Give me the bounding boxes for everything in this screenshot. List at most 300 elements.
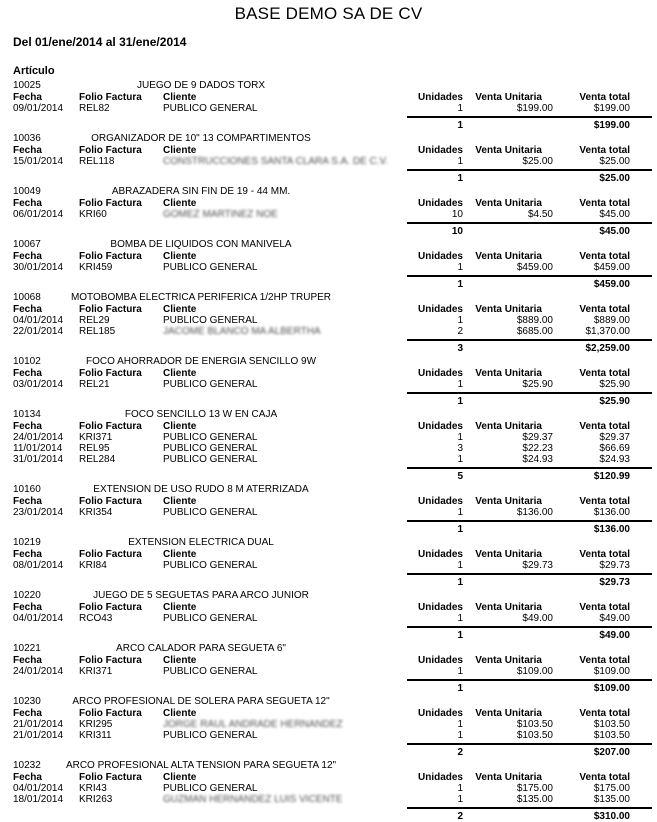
sale-row xyxy=(0,156,657,167)
sale-row xyxy=(0,507,657,518)
fecha-column-header: Fecha xyxy=(13,145,42,156)
article-total-row xyxy=(0,222,657,236)
cliente-column-header: Cliente xyxy=(163,549,197,560)
venta-unitaria-column-header: Venta Unitaria xyxy=(475,304,542,315)
venta-total-column-header: Venta total xyxy=(579,708,630,719)
sale-folio: KRI263 xyxy=(79,794,113,805)
article-description: ARCO PROFESIONAL DE SOLERA PARA SEGUETA 12" xyxy=(72,696,330,707)
unidades-column-header: Unidades xyxy=(417,368,463,379)
article-total-row xyxy=(0,807,657,821)
article-title-row xyxy=(0,537,657,549)
sale-venta-unitaria: $136.00 xyxy=(516,507,553,518)
article-total-row xyxy=(0,275,657,289)
sale-unidades: 1 xyxy=(457,666,463,677)
total-spacer xyxy=(463,226,553,237)
article-title-row xyxy=(0,356,657,368)
total-venta: $25.00 xyxy=(599,173,630,184)
article-block xyxy=(0,239,657,289)
sale-fecha: 09/01/2014 xyxy=(13,103,64,114)
article-title-row xyxy=(0,80,657,92)
total-unidades: 1 xyxy=(457,396,463,407)
sale-venta-total: $135.00 xyxy=(593,794,630,805)
article-total-row xyxy=(0,116,657,130)
venta-total-column-header: Venta total xyxy=(579,368,630,379)
sale-row xyxy=(0,666,657,677)
total-spacer xyxy=(463,524,553,535)
sale-row xyxy=(0,613,657,624)
total-unidades: 1 xyxy=(457,173,463,184)
fecha-column-header: Fecha xyxy=(13,421,42,432)
fecha-column-header: Fecha xyxy=(13,708,42,719)
sale-venta-total: $199.00 xyxy=(593,103,630,114)
venta-unitaria-column-header: Venta Unitaria xyxy=(475,251,542,262)
unidades-column-header: Unidades xyxy=(417,251,463,262)
venta-unitaria-column-header: Venta Unitaria xyxy=(475,772,542,783)
total-venta: $29.73 xyxy=(599,577,630,588)
sale-unidades: 1 xyxy=(457,103,463,114)
total-spacer xyxy=(463,577,553,588)
sale-cliente: PUBLICO GENERAL xyxy=(163,730,258,741)
total-spacer xyxy=(463,630,553,641)
total-spacer xyxy=(463,683,553,694)
sale-unidades: 1 xyxy=(457,794,463,805)
total-spacer xyxy=(463,343,553,354)
cliente-column-header: Cliente xyxy=(163,655,197,666)
sale-venta-total: $25.00 xyxy=(599,156,630,167)
sale-row xyxy=(0,315,657,326)
sale-venta-unitaria: $103.50 xyxy=(516,719,553,730)
sale-unidades: 1 xyxy=(457,719,463,730)
venta-total-column-header: Venta total xyxy=(579,92,630,103)
cliente-column-header: Cliente xyxy=(163,708,197,719)
total-spacer xyxy=(463,396,553,407)
unidades-column-header: Unidades xyxy=(417,198,463,209)
fecha-column-header: Fecha xyxy=(13,198,42,209)
folio-column-header: Folio Factura xyxy=(79,772,142,783)
sale-fecha: 30/01/2014 xyxy=(13,262,64,273)
folio-column-header: Folio Factura xyxy=(79,251,142,262)
folio-column-header: Folio Factura xyxy=(79,368,142,379)
sale-folio: KRI459 xyxy=(79,262,113,273)
sale-fecha: 22/01/2014 xyxy=(13,326,64,337)
sale-cliente: PUBLICO GENERAL xyxy=(163,560,258,571)
article-description: ARCO PROFESIONAL ALTA TENSION PARA SEGUETA 12" xyxy=(65,760,337,771)
fecha-column-header: Fecha xyxy=(13,368,42,379)
columns-header-row xyxy=(0,198,657,209)
sale-cliente: PUBLICO GENERAL xyxy=(163,613,258,624)
sale-venta-unitaria: $49.00 xyxy=(522,613,553,624)
venta-unitaria-column-header: Venta Unitaria xyxy=(475,368,542,379)
article-title-row xyxy=(0,696,657,708)
article-total-row xyxy=(0,626,657,640)
sale-cliente: PUBLICO GENERAL xyxy=(163,103,258,114)
total-unidades: 10 xyxy=(451,226,463,237)
sale-folio: KRI60 xyxy=(79,209,107,220)
sale-unidades: 1 xyxy=(457,315,463,326)
article-code: 10230 xyxy=(13,696,41,707)
folio-column-header: Folio Factura xyxy=(79,145,142,156)
sale-unidades: 1 xyxy=(457,262,463,273)
sale-cliente: PUBLICO GENERAL xyxy=(163,507,258,518)
sale-folio: KRI43 xyxy=(79,783,107,794)
unidades-column-header: Unidades xyxy=(417,549,463,560)
cliente-column-header: Cliente xyxy=(163,496,197,507)
folio-column-header: Folio Factura xyxy=(79,602,142,613)
sale-folio: REL29 xyxy=(79,315,110,326)
article-total-row xyxy=(0,339,657,353)
article-description: ORGANIZADOR DE 10" 13 COMPARTIMENTOS xyxy=(91,133,311,144)
sale-row xyxy=(0,103,657,114)
sale-row xyxy=(0,262,657,273)
sale-venta-unitaria: $175.00 xyxy=(516,783,553,794)
sale-venta-unitaria: $29.73 xyxy=(522,560,553,571)
venta-unitaria-column-header: Venta Unitaria xyxy=(475,421,542,432)
article-block xyxy=(0,133,657,183)
sale-venta-total: $109.00 xyxy=(593,666,630,677)
sale-venta-total: $136.00 xyxy=(593,507,630,518)
article-code: 10068 xyxy=(13,292,41,303)
sale-venta-total: $1,370.00 xyxy=(585,326,630,337)
sale-row xyxy=(0,454,657,465)
sale-venta-unitaria: $4.50 xyxy=(527,209,553,220)
cliente-column-header: Cliente xyxy=(163,368,197,379)
sale-cliente: CONSTRUCCIONES SANTA CLARA S.A. DE C.V. xyxy=(163,156,389,167)
folio-column-header: Folio Factura xyxy=(79,198,142,209)
sale-venta-total: $29.37 xyxy=(599,432,630,443)
sale-venta-unitaria: $24.93 xyxy=(522,454,553,465)
fecha-column-header: Fecha xyxy=(13,655,42,666)
folio-column-header: Folio Factura xyxy=(79,304,142,315)
articles-list xyxy=(0,80,657,821)
total-venta: $136.00 xyxy=(593,524,630,535)
article-block xyxy=(0,484,657,534)
sale-fecha: 04/01/2014 xyxy=(13,783,64,794)
sale-fecha: 04/01/2014 xyxy=(13,315,64,326)
fecha-column-header: Fecha xyxy=(13,772,42,783)
total-venta: $207.00 xyxy=(593,747,630,758)
venta-unitaria-column-header: Venta Unitaria xyxy=(475,655,542,666)
venta-total-column-header: Venta total xyxy=(579,145,630,156)
article-title-row xyxy=(0,133,657,145)
sale-unidades: 1 xyxy=(457,613,463,624)
sale-row xyxy=(0,326,657,337)
unidades-column-header: Unidades xyxy=(417,304,463,315)
sale-venta-unitaria: $109.00 xyxy=(516,666,553,677)
sale-unidades: 1 xyxy=(457,432,463,443)
total-venta: $459.00 xyxy=(593,279,630,290)
columns-header-row xyxy=(0,496,657,507)
sale-folio: KRI371 xyxy=(79,666,113,677)
sale-venta-total: $175.00 xyxy=(593,783,630,794)
cliente-column-header: Cliente xyxy=(163,145,197,156)
article-description: FOCO AHORRADOR DE ENERGIA SENCILLO 9W xyxy=(85,356,317,367)
article-total-row xyxy=(0,743,657,757)
report-title: BASE DEMO SA DE CV xyxy=(234,4,423,23)
total-unidades: 1 xyxy=(457,577,463,588)
unidades-column-header: Unidades xyxy=(417,602,463,613)
venta-unitaria-column-header: Venta Unitaria xyxy=(475,708,542,719)
sale-venta-unitaria: $685.00 xyxy=(516,326,553,337)
sale-fecha: 08/01/2014 xyxy=(13,560,64,571)
sale-fecha: 23/01/2014 xyxy=(13,507,64,518)
article-block xyxy=(0,80,657,130)
sale-unidades: 1 xyxy=(457,454,463,465)
sale-unidades: 1 xyxy=(457,156,463,167)
sale-fecha: 15/01/2014 xyxy=(13,156,64,167)
venta-unitaria-column-header: Venta Unitaria xyxy=(475,496,542,507)
venta-total-column-header: Venta total xyxy=(579,549,630,560)
cliente-column-header: Cliente xyxy=(163,92,197,103)
article-description: FOCO SENCILLO 13 W EN CAJA xyxy=(124,409,278,420)
cliente-column-header: Cliente xyxy=(163,421,197,432)
sale-row xyxy=(0,719,657,730)
sale-venta-unitaria: $889.00 xyxy=(516,315,553,326)
venta-unitaria-column-header: Venta Unitaria xyxy=(475,602,542,613)
venta-unitaria-column-header: Venta Unitaria xyxy=(475,92,542,103)
folio-column-header: Folio Factura xyxy=(79,496,142,507)
columns-header-row xyxy=(0,145,657,156)
sale-row xyxy=(0,560,657,571)
sale-venta-total: $24.93 xyxy=(599,454,630,465)
article-total-row xyxy=(0,520,657,534)
sale-venta-total: $45.00 xyxy=(599,209,630,220)
article-code: 10049 xyxy=(13,186,41,197)
sale-unidades: 1 xyxy=(457,560,463,571)
article-title-row xyxy=(0,292,657,304)
sale-unidades: 1 xyxy=(457,507,463,518)
article-description: BOMBA DE LIQUIDOS CON MANIVELA xyxy=(110,239,292,250)
article-description: JUEGO DE 5 SEGUETAS PARA ARCO JUNIOR xyxy=(93,590,309,601)
article-code: 10036 xyxy=(13,133,41,144)
total-spacer xyxy=(463,471,553,482)
article-title-row xyxy=(0,590,657,602)
sale-unidades: 2 xyxy=(457,326,463,337)
fecha-column-header: Fecha xyxy=(13,251,42,262)
total-venta: $310.00 xyxy=(593,811,630,822)
total-spacer xyxy=(463,279,553,290)
sale-fecha: 24/01/2014 xyxy=(13,666,64,677)
sale-venta-total: $103.50 xyxy=(593,730,630,741)
unidades-column-header: Unidades xyxy=(417,496,463,507)
article-total-row xyxy=(0,392,657,406)
sale-folio: REL185 xyxy=(79,326,116,337)
sale-folio: REL284 xyxy=(79,454,116,465)
fecha-column-header: Fecha xyxy=(13,304,42,315)
article-total-row xyxy=(0,679,657,693)
total-spacer xyxy=(463,173,553,184)
sale-folio: KRI354 xyxy=(79,507,113,518)
venta-total-column-header: Venta total xyxy=(579,602,630,613)
sale-fecha: 24/01/2014 xyxy=(13,432,64,443)
sale-fecha: 06/01/2014 xyxy=(13,209,64,220)
total-unidades: 1 xyxy=(457,279,463,290)
venta-total-column-header: Venta total xyxy=(579,772,630,783)
total-unidades: 1 xyxy=(457,524,463,535)
columns-header-row xyxy=(0,421,657,432)
sale-cliente: GOMEZ MARTINEZ NOE xyxy=(163,209,278,220)
sale-fecha: 21/01/2014 xyxy=(13,730,64,741)
article-total-row xyxy=(0,467,657,481)
unidades-column-header: Unidades xyxy=(417,655,463,666)
article-code: 10220 xyxy=(13,590,41,601)
article-title-row xyxy=(0,760,657,772)
sale-fecha: 04/01/2014 xyxy=(13,613,64,624)
sale-row xyxy=(0,794,657,805)
folio-column-header: Folio Factura xyxy=(79,421,142,432)
article-block xyxy=(0,356,657,406)
article-description: MOTOBOMBA ELECTRICA PERIFERICA 1/2HP TRUPER xyxy=(70,292,332,303)
sale-venta-unitaria: $459.00 xyxy=(516,262,553,273)
article-block xyxy=(0,409,657,481)
venta-unitaria-column-header: Venta Unitaria xyxy=(475,549,542,560)
sale-venta-unitaria: $29.37 xyxy=(522,432,553,443)
sale-venta-unitaria: $25.90 xyxy=(522,379,553,390)
sale-venta-unitaria: $103.50 xyxy=(516,730,553,741)
total-venta: $2,259.00 xyxy=(585,343,630,354)
sale-venta-unitaria: $22.23 xyxy=(522,443,553,454)
total-venta: $49.00 xyxy=(599,630,630,641)
unidades-column-header: Unidades xyxy=(417,145,463,156)
article-description: JUEGO DE 9 DADOS TORX xyxy=(137,80,265,91)
sale-cliente: PUBLICO GENERAL xyxy=(163,783,258,794)
total-spacer xyxy=(463,811,553,822)
sale-fecha: 21/01/2014 xyxy=(13,719,64,730)
total-unidades: 1 xyxy=(457,120,463,131)
sale-folio: KRI371 xyxy=(79,432,113,443)
sale-fecha: 11/01/2014 xyxy=(13,443,63,454)
article-description: ARCO CALADOR PARA SEGUETA 6" xyxy=(116,643,286,654)
sale-folio: REL82 xyxy=(79,103,110,114)
sale-folio: KRI84 xyxy=(79,560,107,571)
sale-venta-total: $25.90 xyxy=(599,379,630,390)
cliente-column-header: Cliente xyxy=(163,602,197,613)
columns-header-row xyxy=(0,655,657,666)
total-venta: $45.00 xyxy=(599,226,630,237)
sale-unidades: 1 xyxy=(457,783,463,794)
sale-venta-total: $29.73 xyxy=(599,560,630,571)
cliente-column-header: Cliente xyxy=(163,198,197,209)
total-unidades: 3 xyxy=(457,343,463,354)
columns-header-row xyxy=(0,368,657,379)
total-spacer xyxy=(463,747,553,758)
article-code: 10160 xyxy=(13,484,41,495)
article-title-row xyxy=(0,643,657,655)
unidades-column-header: Unidades xyxy=(417,772,463,783)
article-title-row xyxy=(0,409,657,421)
fecha-column-header: Fecha xyxy=(13,92,42,103)
article-block xyxy=(0,696,657,757)
sale-cliente: JACOME BLANCO MA ALBERTHA xyxy=(163,326,321,337)
sale-cliente: PUBLICO GENERAL xyxy=(163,443,258,454)
article-code: 10219 xyxy=(13,537,41,548)
sale-venta-total: $459.00 xyxy=(593,262,630,273)
folio-column-header: Folio Factura xyxy=(79,92,142,103)
sale-unidades: 3 xyxy=(457,443,463,454)
sale-cliente: PUBLICO GENERAL xyxy=(163,666,258,677)
article-block xyxy=(0,537,657,587)
article-description: EXTENSION ELECTRICA DUAL xyxy=(128,537,274,548)
sale-folio: RCO43 xyxy=(79,613,113,624)
sale-fecha: 31/01/2014 xyxy=(13,454,64,465)
total-venta: $25.90 xyxy=(599,396,630,407)
cliente-column-header: Cliente xyxy=(163,304,197,315)
article-code: 10134 xyxy=(13,409,41,420)
articulo-label: Artículo xyxy=(13,65,55,77)
folio-column-header: Folio Factura xyxy=(79,655,142,666)
article-block xyxy=(0,643,657,693)
article-title-row xyxy=(0,239,657,251)
sale-cliente: JORGE RAUL ANDRADE HERNANDEZ xyxy=(163,719,343,730)
article-code: 10102 xyxy=(13,356,41,367)
sale-row xyxy=(0,209,657,220)
venta-total-column-header: Venta total xyxy=(579,655,630,666)
columns-header-row xyxy=(0,92,657,103)
sale-unidades: 1 xyxy=(457,379,463,390)
columns-header-row xyxy=(0,602,657,613)
sale-cliente: PUBLICO GENERAL xyxy=(163,379,258,390)
article-description: ABRAZADERA SIN FIN DE 19 - 44 MM. xyxy=(111,186,291,197)
cliente-column-header: Cliente xyxy=(163,251,197,262)
sale-venta-total: $66.69 xyxy=(599,443,630,454)
sale-venta-unitaria: $25.00 xyxy=(522,156,553,167)
sale-row xyxy=(0,730,657,741)
total-unidades: 1 xyxy=(457,630,463,641)
article-block xyxy=(0,590,657,640)
columns-header-row xyxy=(0,251,657,262)
sale-row xyxy=(0,783,657,794)
sale-folio: KRI295 xyxy=(79,719,113,730)
unidades-column-header: Unidades xyxy=(417,708,463,719)
venta-total-column-header: Venta total xyxy=(579,496,630,507)
article-total-row xyxy=(0,573,657,587)
sale-venta-unitaria: $135.00 xyxy=(516,794,553,805)
total-unidades: 5 xyxy=(457,471,463,482)
columns-header-row xyxy=(0,708,657,719)
sale-venta-total: $889.00 xyxy=(593,315,630,326)
sale-folio: REL21 xyxy=(79,379,110,390)
report-date-range: Del 01/ene/2014 al 31/ene/2014 xyxy=(13,35,187,49)
unidades-column-header: Unidades xyxy=(417,421,463,432)
venta-total-column-header: Venta total xyxy=(579,304,630,315)
sale-cliente: GUZMAN HERNANDEZ LUIS VICENTE xyxy=(163,794,343,805)
sale-cliente: PUBLICO GENERAL xyxy=(163,432,258,443)
total-venta: $109.00 xyxy=(593,683,630,694)
folio-column-header: Folio Factura xyxy=(79,708,142,719)
venta-total-column-header: Venta total xyxy=(579,251,630,262)
total-venta: $199.00 xyxy=(593,120,630,131)
fecha-column-header: Fecha xyxy=(13,549,42,560)
columns-header-row xyxy=(0,772,657,783)
sale-folio: REL95 xyxy=(79,443,110,454)
sale-fecha: 18/01/2014 xyxy=(13,794,64,805)
total-unidades: 1 xyxy=(457,683,463,694)
fecha-column-header: Fecha xyxy=(13,496,42,507)
sale-fecha: 03/01/2014 xyxy=(13,379,64,390)
sale-venta-total: $103.50 xyxy=(593,719,630,730)
article-block xyxy=(0,292,657,353)
venta-unitaria-column-header: Venta Unitaria xyxy=(475,145,542,156)
article-block xyxy=(0,760,657,821)
sale-row xyxy=(0,443,657,454)
article-code: 10232 xyxy=(13,760,41,771)
venta-unitaria-column-header: Venta Unitaria xyxy=(475,198,542,209)
venta-total-column-header: Venta total xyxy=(579,198,630,209)
sale-unidades: 10 xyxy=(451,209,463,220)
sale-row xyxy=(0,432,657,443)
article-title-row xyxy=(0,186,657,198)
total-unidades: 2 xyxy=(457,747,463,758)
article-title-row xyxy=(0,484,657,496)
